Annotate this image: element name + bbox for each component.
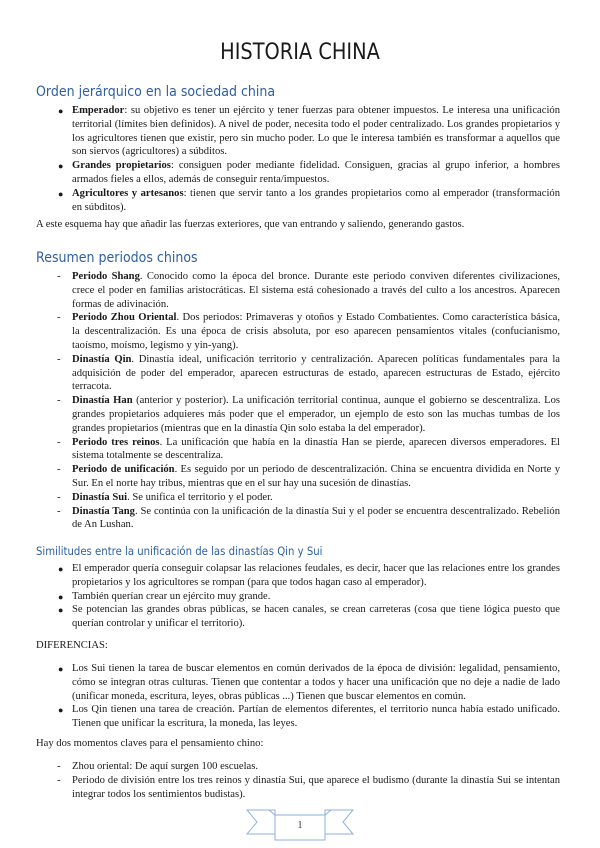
dash-marker: - [57, 505, 61, 517]
page-number: 1 [297, 820, 303, 831]
list-item [0, 760, 600, 774]
term: Grandes propietarios [72, 160, 171, 172]
momentos-intro: Hay dos momentos claves para el pensamiento chino: [36, 738, 264, 749]
term: Periodo de unificación [72, 464, 175, 476]
list-item [0, 774, 600, 802]
definition: : su objetivo es tener un ejército y tener fuerzas para obtener impuestos. Le interesa una unificación territorial (límites bien definidos). A nivel de poder, necesita todo el poder centralizado. Los grandes propietarios y los agricultores tienen que existir, pero sin mucho poder. Lo que le interesa también es transformar a aquellos que son siervos (agricultores) a súbditos. [72, 105, 560, 158]
bullet-icon: ● [58, 188, 64, 199]
definition: . La unificación que había en la dinastía Han se pierde, aparecen diversos emperadores. El sistema totalmente se descentraliza. [72, 436, 560, 462]
term: Dinastía Sui [72, 491, 128, 503]
term: Dinastía Han [72, 395, 133, 407]
diferencias-label: DIFERENCIAS: [36, 640, 108, 651]
list-item [0, 353, 600, 394]
term: Periodo tres reinos [72, 436, 160, 448]
definition: . Se unifica el territorio y el poder. [127, 491, 273, 503]
dash-marker: - [57, 464, 61, 476]
list-item [0, 394, 600, 435]
list-item [0, 603, 600, 631]
dash-marker: - [57, 395, 61, 407]
term: Periodo Zhou Oriental [72, 312, 177, 324]
term: Dinastía Tang [72, 505, 135, 517]
list-item [0, 505, 600, 533]
bullet-icon: ● [58, 161, 64, 172]
list-text: Se potencian las grandes obras públicas, se hacen canales, se crean carreteras (cosa que tiene lógica puesto que querían controlar y unificar el territorio). [72, 604, 560, 630]
page-title: HISTORIA CHINA [220, 40, 380, 65]
list-text: Zhou oriental: De aquí surgen 100 escuelas. [72, 761, 259, 772]
dash-marker: - [57, 312, 61, 324]
bullet-icon: ● [58, 106, 64, 116]
list-item [0, 159, 600, 187]
term: Periodo Shang [72, 271, 140, 282]
dash-marker: - [57, 761, 61, 772]
term: Emperador [72, 105, 125, 116]
bullet-icon: ● [58, 705, 64, 716]
section-heading-similitudes: Similitudes entre la unificación de las dinastías Qin y Sui [36, 544, 323, 558]
list-item [0, 104, 600, 159]
list-text: Periodo de división entre los tres reinos y dinastía Sui, que aparece el budismo (durante la dinastía Sui se intentan integrar todos los sentimientos budistas). [72, 774, 560, 800]
list-text: También querían crear un ejército muy grande. [72, 590, 271, 602]
definition: . Dinastía ideal, unificación territorio y centralización. Aparecen políticas fundamentales para la adquisición de poder del emperador, aparecen estructuras de estado, aparecen estructuras de Estado, ejército terracota. [72, 353, 560, 393]
section-heading-orden: Orden jerárquico en la sociedad china [36, 84, 276, 100]
definition: . Dos periodos: Primaveras y otoños y Estado Combatientes. Como característica básica, la descentralización. Es una época de crisis absoluta, por eso aparecen pensamientos vitales (confucianismo, taoísmo, moísmo, legismo y yin-yang). [72, 312, 561, 351]
bullet-icon: ● [58, 664, 64, 674]
bullet-icon: ● [58, 591, 64, 602]
dash-marker: - [57, 436, 61, 448]
list-text: Los Qin tienen una tarea de creación. Partían de elementos diferentes, el territorio nunca había estado unificado. Tienen que unificar la escritura, la moneda, las leyes. [72, 704, 560, 730]
definition: : tienen que servir tanto a los grandes propietarios como al emperador (transformación en súbditos). [72, 187, 560, 213]
closing-paragraph: A este esquema hay que añadir las fuerzas exteriores, que van entrando y saliendo, generando gastos. [36, 219, 465, 230]
dash-marker: - [57, 353, 61, 365]
list-item [0, 703, 600, 731]
momentos-list [0, 760, 600, 801]
dash-marker: - [57, 491, 61, 503]
definition: (anterior y posterior). La unificación territorial continua, aunque el gobierno se descentraliza. Los grandes propietarios adquieres más poder que el emperador, un ejemplo de esto son las muchas tumbas de los grandes propietarios (mientras que en la dinastía Qin solo estaba la del emperador). [72, 395, 560, 434]
list-item [0, 436, 600, 464]
list-item [0, 590, 600, 604]
list-item [0, 662, 600, 703]
term: Dinastía Qin [72, 353, 132, 365]
list-item [0, 491, 600, 505]
list-item [0, 562, 600, 590]
definition: : consiguen poder mediante fidelidad. Consiguen, gracias al grupo inferior, a hombres armados fieles a ellos, además de conseguir renta/impuestos. [72, 160, 560, 185]
bullet-icon: ● [58, 605, 64, 616]
definition: . Es seguido por un periodo de descentralización. China se encuentra dividida en Norte y Sur. En el norte hay tribus, mientras que en el sur hay una sucesión de dinastías. [72, 464, 560, 489]
term: Agricultores y artesanos [72, 187, 184, 199]
diferencias-list [0, 662, 600, 731]
definition: . Conocido como la época del bronce. Durante este periodo conviven diferentes civilizaciones, crece el poder en familias aristocráticas. El sistema está cohesionado a través del culto a los ancestros. Aparecen formas de adivinación. [72, 271, 560, 310]
list-item [0, 463, 600, 491]
dash-marker: - [57, 774, 61, 786]
page-number-ribbon [245, 806, 355, 842]
definition: . Se continúa con la unificación de la dinastía Sui y el poder se encuentra descentralizado. Rebelión de An Lushan. [72, 505, 560, 531]
orden-list [0, 104, 600, 214]
list-text: El emperador quería conseguir colapsar las relaciones feudales, es decir, hacer que las relaciones entre los grandes propietarios y los agricultores se rompan (para que todos hagan caso al emperador). [72, 563, 560, 588]
dash-marker: - [57, 271, 61, 282]
similitudes-list [0, 562, 600, 631]
section-heading-resumen: Resumen periodos chinos [36, 250, 198, 266]
list-text: Los Sui tienen la tarea de buscar elementos en común derivados de la época de división: legalidad, pensamiento, cómo se integran otras culturas. Tienen que contentar a todos y hacer una unificación que no deje a nadie de lado (unificar moneda, escritura, leyes, obras públicas ...) Tienen que buscar elementos en común. [72, 663, 560, 702]
list-item [0, 311, 600, 352]
list-item [0, 270, 600, 311]
list-item [0, 187, 600, 215]
bullet-icon: ● [58, 564, 64, 574]
resumen-list [0, 270, 600, 532]
